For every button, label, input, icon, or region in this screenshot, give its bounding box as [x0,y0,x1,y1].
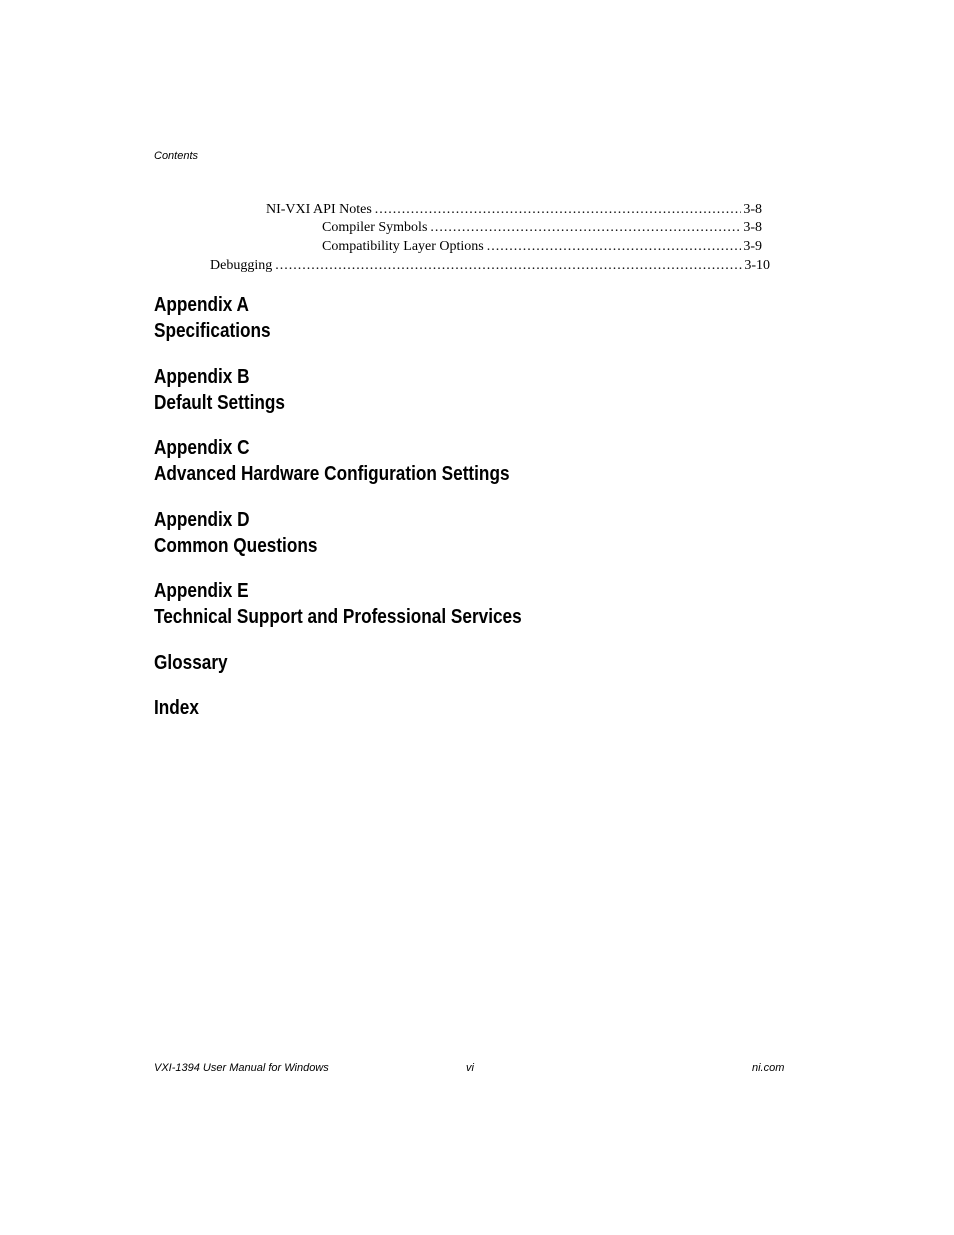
dot-leader [487,238,742,256]
section-title: Common Questions [154,535,318,557]
section-label: Appendix E [154,580,249,602]
toc-entry-page: 3-9 [743,239,762,254]
toc-entry-page: 3-8 [743,202,762,217]
footer-page-number: vi [466,1062,474,1074]
toc-entry-title: Compatibility Layer Options [322,239,484,254]
toc-entry-page: 3-8 [743,220,762,235]
toc-entry-title: NI-VXI API Notes [266,202,372,217]
section-label: Appendix B [154,366,250,388]
section-label: Appendix A [154,294,249,316]
section-title: Specifications [154,320,271,342]
toc-section-appendix-d[interactable] [154,507,317,559]
toc-section-appendix-b[interactable] [154,364,285,416]
section-title: Index [154,697,199,719]
toc-section-index[interactable] [154,695,199,721]
toc-section-appendix-c[interactable] [154,435,510,487]
dot-leader [375,201,742,219]
toc-section-appendix-e[interactable] [154,578,522,630]
toc-section-appendix-a[interactable] [154,292,271,344]
toc-section-glossary[interactable] [154,650,228,676]
section-label: Appendix D [154,509,250,531]
footer-website: ni.com [752,1062,785,1074]
toc-entry[interactable] [322,238,762,256]
section-title: Default Settings [154,392,285,414]
section-label: Appendix C [154,437,250,459]
toc-entry-title: Compiler Symbols [322,220,428,235]
toc-entry[interactable] [266,201,762,219]
running-head: Contents [154,150,199,162]
section-title: Advanced Hardware Configuration Settings [154,463,510,485]
toc-entry[interactable] [322,219,762,237]
footer-manual-title: VXI-1394 User Manual for Windows [154,1062,329,1074]
toc-entry-page: 3-10 [744,258,770,273]
toc-entry-title: Debugging [210,258,273,273]
section-title: Glossary [154,652,228,674]
section-title: Technical Support and Professional Services [154,606,522,628]
toc-entry[interactable] [210,257,770,275]
dot-leader [275,257,742,275]
dot-leader [430,219,741,237]
